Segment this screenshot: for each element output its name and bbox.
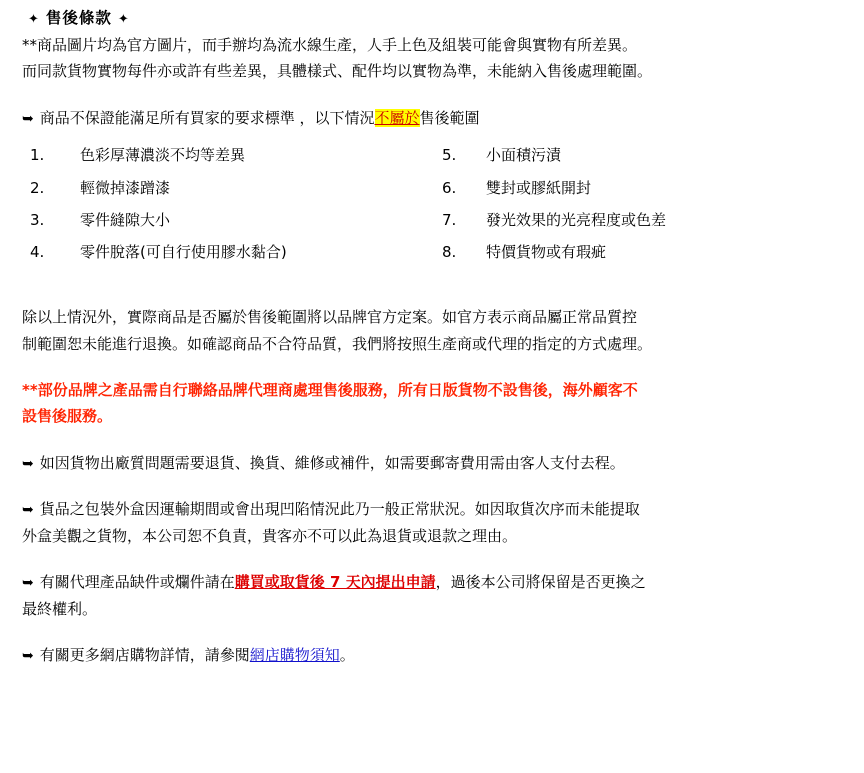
spacer [22,358,850,378]
list-item [442,209,666,232]
claim-after-text: ，過後本公司將保留是否更換之 [435,573,646,592]
exclusion-list-left-column [22,144,442,273]
intro-line-1: **商品圖片均為官方圖片，而手辦均為流水線生產，人手上色及組裝可能會與實物有所差異。 [22,36,638,55]
more-info-line [22,643,850,668]
warning-line-2: 設售後服務。 [22,407,113,426]
spacer [22,86,850,106]
arrow-icon-notice: ➥ [22,110,34,127]
claim-line-2: 最終權利。 [22,599,98,618]
list-item [22,177,442,200]
spacer [22,477,850,497]
spacer [22,273,850,293]
arrow-icon-note: ➥ [22,455,34,472]
policy-line-1: 除以上情況外，實際商品是否屬於售後範圍將以品牌官方定案。如官方表示商品屬正常品質控 [22,308,638,327]
list-item-number: 5. [442,146,457,165]
list-item-label: 小面積污漬 [486,146,562,165]
shop-guide-link[interactable]: 網店購物須知 [249,646,340,665]
intro-line-2: 而同款貨物實物每件亦或許有些差異，具體樣式、配件均以實物為準，未能納入售後處理範圍。 [22,62,653,81]
notice-before-text: 商品不保證能滿足所有買家的要求標準 ，以下情況 [39,108,375,127]
packaging-line-2: 外盒美觀之貨物，本公司恕不負責，貴客亦不可以此為退貨或退款之理由。 [22,526,518,545]
spacer [22,550,850,570]
claim-before-text: 有關代理產品缺件或爛件請在 [39,573,235,592]
list-item [22,144,442,167]
arrow-icon-packaging: ➥ [22,502,34,519]
list-item [22,241,442,264]
list-item-number: 3. [30,210,45,229]
list-item-number: 6. [442,178,457,197]
spacer [22,431,850,451]
diamond-icon-right: ✦ [117,12,130,27]
arrow-icon-claim: ➥ [22,575,34,592]
more-info-before-text: 有關更多網店購物詳情，請參閱 [39,646,250,665]
spacer [22,623,850,643]
list-item-number: 1. [30,146,45,165]
list-item-label: 零件縫隙大小 [80,210,171,229]
notice-highlight-text: 不屬於 [374,108,420,127]
list-item-label: 發光效果的光亮程度或色差 [486,210,667,229]
list-item-number: 2. [30,178,45,197]
claim-emphasis-text: 購買或取貨後 7 天內提出申請 [234,573,436,592]
list-item-label: 零件脫落(可自行使用膠水黏合) [80,243,287,262]
packaging-text-1: 貨品之包裝外盒因運輸期間或會出現凹陷情況此乃一般正常狀況。如因取貨次序而未能提取 [39,500,640,519]
notice-after-text: 售後範圍 [419,108,480,127]
claim-line-1 [22,570,850,595]
list-item [442,177,666,200]
list-item-label: 輕微掉漆蹭漆 [80,178,171,197]
note-shipping-text: 如因貨物出廠質問題需要退貨、換貨、維修或補件，如需要郵寄費用需由客人支付去程。 [39,453,625,472]
spacer [22,293,850,305]
policy-line-2: 制範圍恕未能進行退換。如確認商品不合符品質，我們將按照生產商或代理的指定的方式處理。 [22,334,653,353]
list-item-number: 8. [442,243,457,262]
notice-line [22,106,850,131]
exclusion-list-right-column [442,144,666,273]
arrow-icon-more-info: ➥ [22,648,34,665]
warning-line-1: **部份品牌之產品需自行聯絡品牌代理商處理售後服務，所有日版貨物不設售後，海外顧客不 [22,381,638,399]
diamond-icon-left: ✦ [28,12,40,27]
list-item [442,144,666,167]
more-info-after-text: 。 [339,646,355,665]
exclusion-list [22,144,850,273]
list-item-number: 4. [30,243,45,262]
list-item [442,241,666,264]
page-title-text: 售後條款 [45,9,112,27]
list-item-number: 7. [442,210,457,229]
list-item-label: 特價貨物或有瑕疵 [486,243,607,262]
list-item-label: 色彩厚薄濃淡不均等差異 [80,146,246,165]
page-title [22,6,850,30]
packaging-line-1 [22,497,850,522]
list-item [22,209,442,232]
list-item-label: 雙封或膠紙開封 [486,178,592,197]
note-shipping [22,451,850,476]
